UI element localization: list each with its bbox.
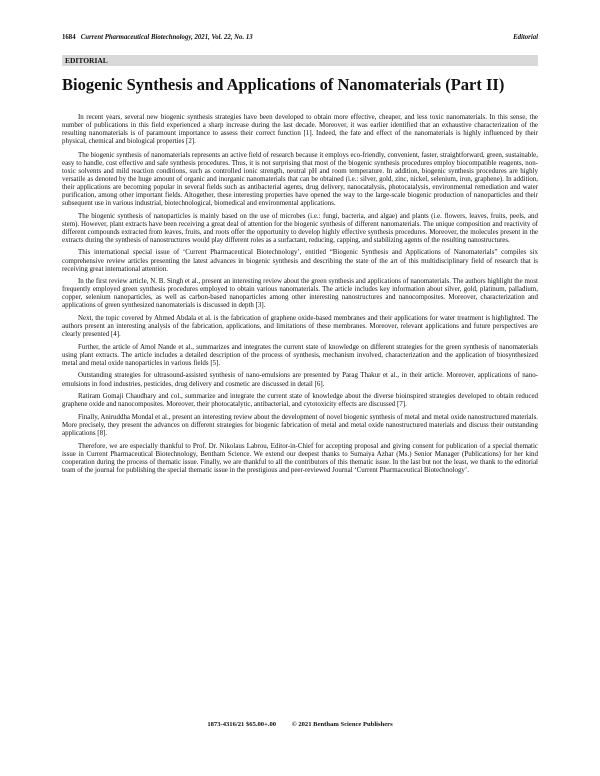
category-bar: EDITORIAL xyxy=(62,55,538,66)
article-title: Biogenic Synthesis and Applications of Nanomaterials (Part II) xyxy=(62,75,505,94)
page-footer xyxy=(0,721,600,728)
paragraph: The biogenic synthesis of nanomaterials represents an active field of research because it employs eco-friendly, convenient, faster, straightforward, green, sustainable, easy to handle, cost effective and safe synthesis procedures. Thus, it is not surprising that most of the biogenic synthesis procedures employ biocompatible reagents, non-toxic solvents and mild reaction conditions, such as controlled ionic strength, neutral pH and room temperature. In addition, biogenic synthesis procedures are highly versatile as denoted by the huge amount of organic and inorganic nanomaterials that can be obtained (i.e.: silver, gold, zinc, nickel, selenium, iron, graphene). In addition, their applications are becoming popular in several fields such as antibacterial agents, drug delivery, nanocatalysis, photocatalysis, environmental remediation and water purification, among other important fields. Altogether, these interesting properties have opened the way to the large-scale biogenic production of nanoparticles and their subsequent use in various industrial, biotechnological, biomedical and environmental applications. xyxy=(62,150,538,208)
issn-code: 1873-4316/21 $65.00+.00 xyxy=(207,721,277,728)
paragraph: The biogenic synthesis of nanoparticles is mainly based on the use of microbes (i.e.: fungi, bacteria, and algae) and plants (i.e. flowers, leaves, fruits, peels, and stem). However, plant extracts have been receiving a great deal of attention for the biogenic synthesis of different nanomaterials. The unique composition and reactivity of different compounds extracted from leaves, fruits, and roots offer the opportunity to develop highly effective synthesis procedures. Moreover, the molecules present in the extracts during the synthesis of nanostructures would play different roles as a surfactant, reducing, capping, and stabilizing agents of the resulting nanostructures. xyxy=(62,211,538,244)
paragraph: Further, the article of Amol Nande et al., summarizes and integrates the current state of knowledge on different strategies for the green synthesis of nanomaterials using plant extracts. The article includes a detailed description of the process of synthesis, mechanism involved, characterization and the application of biosynthesized metal and metal oxide nanoparticles in various fields [5]. xyxy=(62,342,538,367)
journal-citation: Current Pharmaceutical Biotechnology, 2021, Vol. 22, No. 13 xyxy=(80,34,253,41)
copyright-notice: © 2021 Bentham Science Publishers xyxy=(291,721,393,728)
paragraph: Finally, Aniruddha Mondal et al., present an interesting review about the development of novel biogenic synthesis of metal and metal oxide nanostructured materials. More precisely, they present the advances on different strategies for biogenic fabrication of metal and metal oxide nanostructured materials and discuss their outstanding applications [8]. xyxy=(62,412,538,437)
running-header xyxy=(62,33,538,42)
page-number: 1684 xyxy=(62,34,76,41)
section-label: Editorial xyxy=(513,34,538,41)
paragraph: Next, the topic covered by Ahmed Abdala et al. is the fabrication of graphene oxide-based membranes and their applications for water treatment is highlighted. The authors present an interesting analysis of the fabrication, applications, and limitations of these membranes. Moreover, relevant applications and future perspectives are clearly presented [4]. xyxy=(62,314,538,339)
paragraph: Therefore, we are especially thankful to Prof. Dr. Nikolaus Labrou, Editor-in-Chief for accepting proposal and giving consent for publication of a special thematic issue in Current Pharmaceutical Biotechnology, Bentham Science. We extend our deepest thanks to Sumaiya Azhar (Ms.) Senior Manager (Publications) for her kind cooperation during the process of thematic issue. Finally, we are thankful to all the contributors of this thematic issue. In the last but not the least, we thank to the editorial team of the journal for publishing the special thematic issue in the prestigious and peer-reviewed Journal ‘Current Pharmaceutical Biotechnology’. xyxy=(62,441,538,474)
article-body xyxy=(62,113,538,478)
paragraph: Ratiram Gomaji Chaudhary and col., summarize and integrate the current state of knowledge about the diverse bioinspired strategies developed to obtain reduced graphene oxide and nanocomposites. Moreover, their photocatalytic, antibacterial, and cytotoxicity effects are discussed [7]. xyxy=(62,392,538,409)
paragraph: In the first review article, N. B. Singh et al., present an interesting review about the green synthesis and applications of nanomaterials. The authors highlight the most frequently employed green synthesis procedures employed to obtain various nanomaterials. The article includes key information about silver, gold, platinum, palladium, copper, selenium nanoparticles, as well as carbon-based nanoparticles among other interesting nanostructures and nanocomposites. Moreover, characterization and applications of green synthesized nanomaterials is discussed in depth [3]. xyxy=(62,277,538,310)
paragraph: Outstanding strategies for ultrasound-assisted synthesis of nano-emulsions are presented by Parag Thakur et al., in their article. Moreover, applications of nano-emulsions in food industries, pesticides, drug delivery and cosmetic are discussed in detail [6]. xyxy=(62,371,538,388)
paragraph: In recent years, several new biogenic synthesis strategies have been developed to obtain more effective, cheaper, and less toxic nanomaterials. In this sense, the number of publications in this field experienced a sharp increase during the last decade. Moreover, it was earlier identified that an exhaustive characterization of the resulting nanomaterials is of paramount importance to assess their correct function [1]. Indeed, the fate and effect of the nanomaterials is highly influenced by their physical, chemical and biological properties [2]. xyxy=(62,113,538,146)
paragraph: This international special issue of ‘Current Pharmaceutical Biotechnology’, entitled “Biogenic Synthesis and Applications of Nanomaterials” compiles six comprehensive review articles presenting the latest advances in biogenic synthesis and describing the state of the art of this multidisciplinary field of research that is receiving great international attention. xyxy=(62,248,538,273)
